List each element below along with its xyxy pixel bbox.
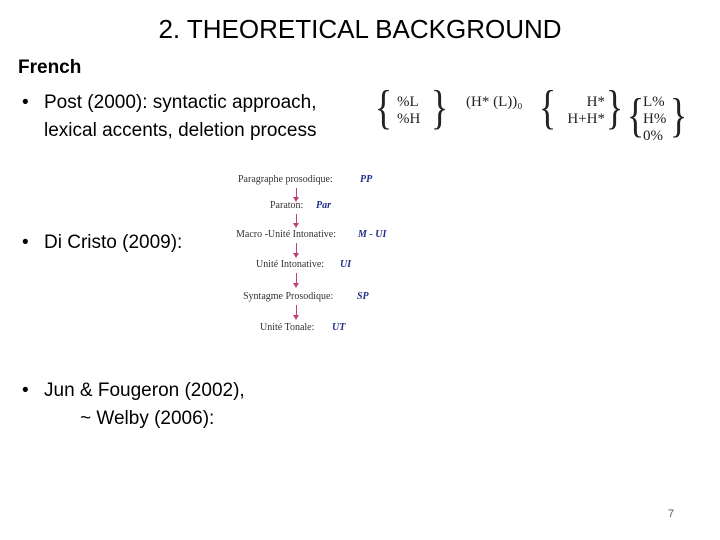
left-brace-3: { (626, 89, 645, 142)
bullet-marker: • (22, 380, 29, 401)
bullet-jun (18, 378, 245, 404)
right-brace-1: } (430, 81, 449, 134)
tone-high: %H (397, 111, 421, 127)
arrow-down-icon (296, 273, 297, 284)
level-paragraphe-label: Paragraphe prosodique: (238, 174, 333, 185)
right-brace-3: } (669, 89, 688, 142)
final-tone-low: L% (643, 94, 665, 110)
level-ut-label: Unité Tonale: (260, 322, 315, 333)
arrow-down-icon (296, 305, 297, 316)
arrow-down-icon (296, 214, 297, 224)
bullet-marker: • (22, 232, 29, 253)
pitch-accent-sequence: (H* (L))₀ (466, 94, 523, 110)
left-brace-2: { (538, 81, 557, 134)
bullet-jun-line1: Jun & Fougeron (2002), (44, 380, 245, 401)
nuclear-accents (555, 94, 605, 128)
level-sp-label: Syntagme Prosodique: (243, 291, 334, 302)
level-ui-abbr: UI (340, 259, 352, 270)
section-heading: French (18, 57, 82, 78)
bullet-dicristo (18, 230, 182, 256)
level-paragraphe-abbr: PP (360, 174, 373, 185)
tone-low: %L (397, 94, 419, 110)
page-number: 7 (668, 508, 675, 520)
left-brace-1: { (374, 81, 393, 134)
final-boundary-tones (643, 94, 666, 145)
level-ui-label: Unité Intonative: (256, 259, 325, 270)
accent-h-plus-h-star: H+H* (567, 111, 605, 127)
right-brace-2: } (605, 81, 624, 134)
boundary-tones-left (397, 94, 420, 128)
bullet-dicristo-text: Di Cristo (2009): (44, 232, 183, 253)
level-macro-ui-abbr: M - UI (358, 229, 387, 240)
arrow-down-icon (296, 188, 297, 198)
bullet-post (18, 90, 316, 116)
level-macro-ui-label: Macro -Unité Intonative: (236, 229, 336, 240)
bullet-jun-line2: ~ Welby (2006): (80, 408, 215, 429)
bullet-post-line2: lexical accents, deletion process (44, 120, 317, 141)
level-ut-abbr: UT (332, 322, 346, 333)
bullet-marker: • (22, 92, 29, 113)
level-paraton-abbr: Par (316, 200, 331, 211)
final-tone-zero: 0% (643, 128, 663, 144)
slide-title: 2. THEORETICAL BACKGROUND (158, 14, 562, 44)
bullet-post-line1: Post (2000): syntactic approach, (44, 92, 317, 113)
level-sp-abbr: SP (357, 291, 369, 302)
arrow-down-icon (296, 243, 297, 254)
level-paraton-label: Paraton: (270, 200, 304, 211)
accent-h-star: H* (586, 94, 605, 110)
final-tone-high: H% (643, 111, 667, 127)
